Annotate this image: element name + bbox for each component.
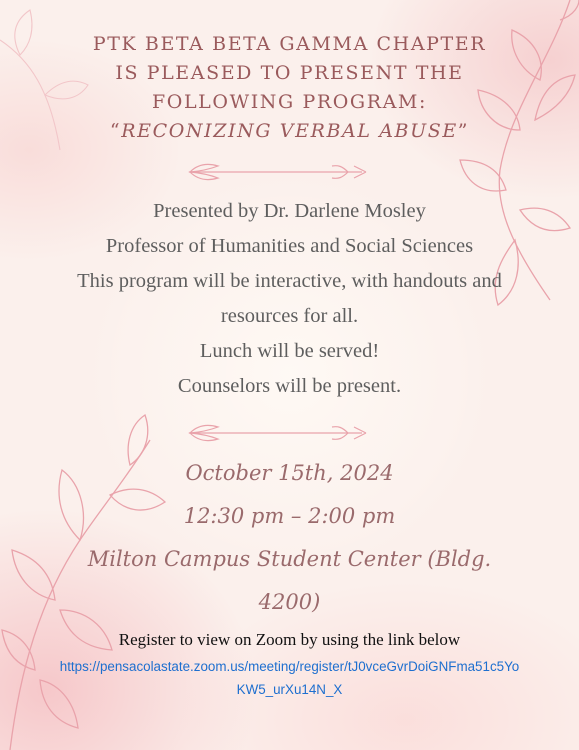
event-location-line-2: 4200) — [258, 590, 321, 614]
program-heading — [0, 30, 579, 146]
event-date: October 15th, 2024 — [185, 461, 394, 485]
heading-line-1: PTK BETA BETA GAMMA CHAPTER — [92, 33, 487, 55]
program-details — [0, 194, 579, 404]
interactive-line-2: resources for all. — [220, 305, 359, 327]
program-title: RECONIZING VERBAL ABUSE — [121, 120, 458, 142]
event-location-line-1: Milton Campus Student Center (Bldg. — [87, 547, 492, 571]
arrow-divider-top — [188, 160, 368, 184]
link-line-2: KW5_urXu14N_X — [236, 682, 343, 697]
heading-line-2: IS PLEASED TO PRESENT THE — [115, 62, 464, 84]
interactive-line-1: This program will be interactive, with handouts and — [77, 270, 502, 292]
event-info — [0, 452, 579, 624]
event-time: 12:30 pm – 2:00 pm — [183, 504, 396, 528]
title-open-quote: “ — [109, 120, 122, 142]
zoom-registration-link[interactable] — [0, 655, 579, 701]
heading-line-3: FOLLOWING PROGRAM: — [152, 91, 427, 113]
link-line-1: https://pensacolastate.zoom.us/meeting/register/tJ0vceGvrDoiGNFma51c5Yo — [59, 659, 520, 674]
arrow-divider-bottom — [188, 421, 368, 445]
lunch-line: Lunch will be served! — [199, 340, 380, 362]
program-title-line — [0, 117, 579, 146]
presenter-line: Presented by Dr. Darlene Mosley — [153, 200, 426, 222]
presenter-role: Professor of Humanities and Social Sciences — [105, 235, 474, 257]
counselors-line: Counselors will be present. — [177, 375, 402, 397]
title-close-quote: ” — [457, 120, 470, 142]
register-instructions: Register to view on Zoom by using the link below — [118, 630, 461, 649]
